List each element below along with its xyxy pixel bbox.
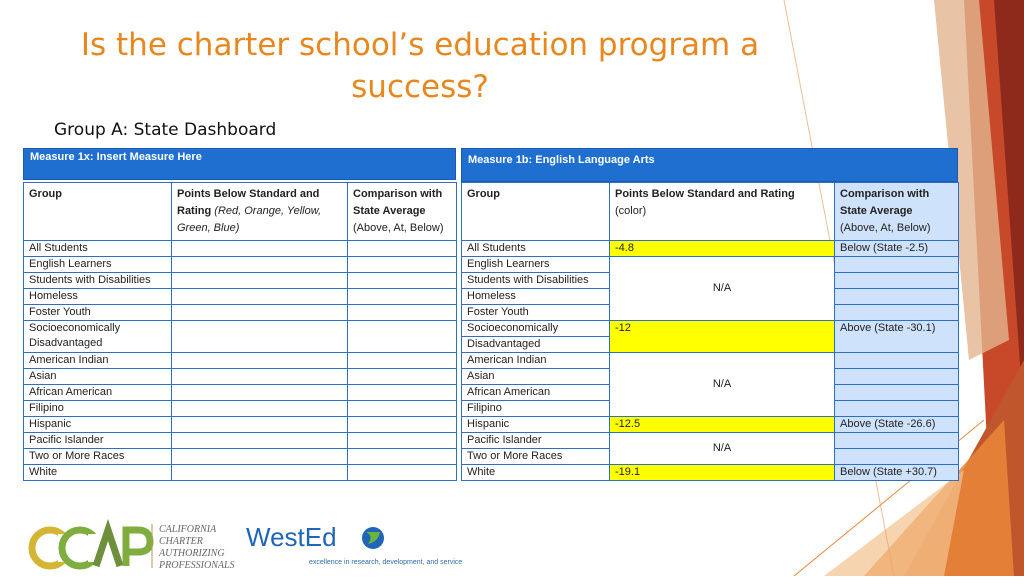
ccap-text-line3: AUTHORIZING: [159, 548, 225, 559]
table-row: Hispanic: [24, 417, 457, 433]
ccap-text-line1: CALIFORNIA: [159, 524, 217, 535]
left-measure-table: [23, 182, 457, 481]
ccap-text-line4: PROFESSIONALS: [159, 560, 235, 571]
table-row: Two or More Races: [24, 449, 457, 465]
table-row: Pacific Islander: [24, 433, 457, 449]
table-row: Disadvantaged: [462, 337, 959, 353]
left-col-comparison: Comparison with State Average (Above, At, Below): [348, 183, 457, 241]
table-row: Filipino: [24, 401, 457, 417]
page-title: Is the charter school’s education program a success?: [80, 27, 760, 105]
table-row: Two or More Races: [462, 449, 959, 465]
table-row: Students with Disabilities: [24, 273, 457, 289]
left-col-group: Group: [24, 183, 172, 241]
ccap-logo: [28, 518, 488, 572]
na-cell: N/A: [610, 433, 835, 465]
table-row: African American: [24, 385, 457, 401]
table-row: Hispanic -12.5 Above (State -26.6): [462, 417, 959, 433]
right-measure-table: [461, 182, 959, 481]
table-row: Filipino: [462, 401, 959, 417]
table-row: Asian: [24, 369, 457, 385]
table-row: All Students: [24, 241, 457, 257]
ela-comparison-hispanic: Above (State -26.6): [835, 417, 959, 433]
na-cell: N/A: [610, 257, 835, 321]
ela-comparison-all-students: Below (State -2.5): [835, 241, 959, 257]
footer-logos: [28, 518, 488, 577]
wested-tagline: excellence in research, development, and service: [309, 559, 463, 566]
right-col-group: Group: [462, 183, 610, 241]
table-row: American Indian: [24, 353, 457, 369]
ela-value-socio: -12: [610, 321, 835, 353]
ela-value-white: -19.1: [610, 465, 835, 481]
left-col-points: Points Below Standard and Rating (Red, Orange, Yellow, Green, Blue): [172, 183, 348, 241]
table-row: Pacific Islander N/A: [462, 433, 959, 449]
table-row: White -19.1 Below (State +30.7): [462, 465, 959, 481]
table-row: Socioeconomically Disadvantaged: [24, 321, 457, 353]
table-row: Asian: [462, 369, 959, 385]
table-row: Students with Disabilities: [462, 273, 959, 289]
table-row: Homeless: [462, 289, 959, 305]
table-row: African American: [462, 385, 959, 401]
table-row: All Students -4.8 Below (State -2.5): [462, 241, 959, 257]
table-row: White: [24, 465, 457, 481]
right-col-comparison: Comparison with State Average (Above, At, Below): [835, 183, 959, 241]
table-row: Homeless: [24, 289, 457, 305]
ela-comparison-socio: Above (State -30.1): [835, 321, 959, 353]
table-row: American Indian N/A: [462, 353, 959, 369]
ela-value-all-students: -4.8: [610, 241, 835, 257]
table-row: English Learners: [24, 257, 457, 273]
wested-logo-text: WestEd: [246, 522, 337, 552]
table-row: English Learners N/A: [462, 257, 959, 273]
ela-value-hispanic: -12.5: [610, 417, 835, 433]
right-measure-header: Measure 1b: English Language Arts: [461, 148, 958, 182]
left-measure-header: Measure 1x: Insert Measure Here: [23, 148, 456, 180]
section-subtitle: Group A: State Dashboard: [54, 120, 277, 140]
ccap-text-line2: CHARTER: [159, 536, 203, 547]
table-row: Foster Youth: [24, 305, 457, 321]
right-col-points: Points Below Standard and Rating (color): [610, 183, 835, 241]
table-row: Foster Youth: [462, 305, 959, 321]
ela-comparison-white: Below (State +30.7): [835, 465, 959, 481]
table-row: Socioeconomically -12 Above (State -30.1): [462, 321, 959, 337]
na-cell: N/A: [610, 353, 835, 417]
